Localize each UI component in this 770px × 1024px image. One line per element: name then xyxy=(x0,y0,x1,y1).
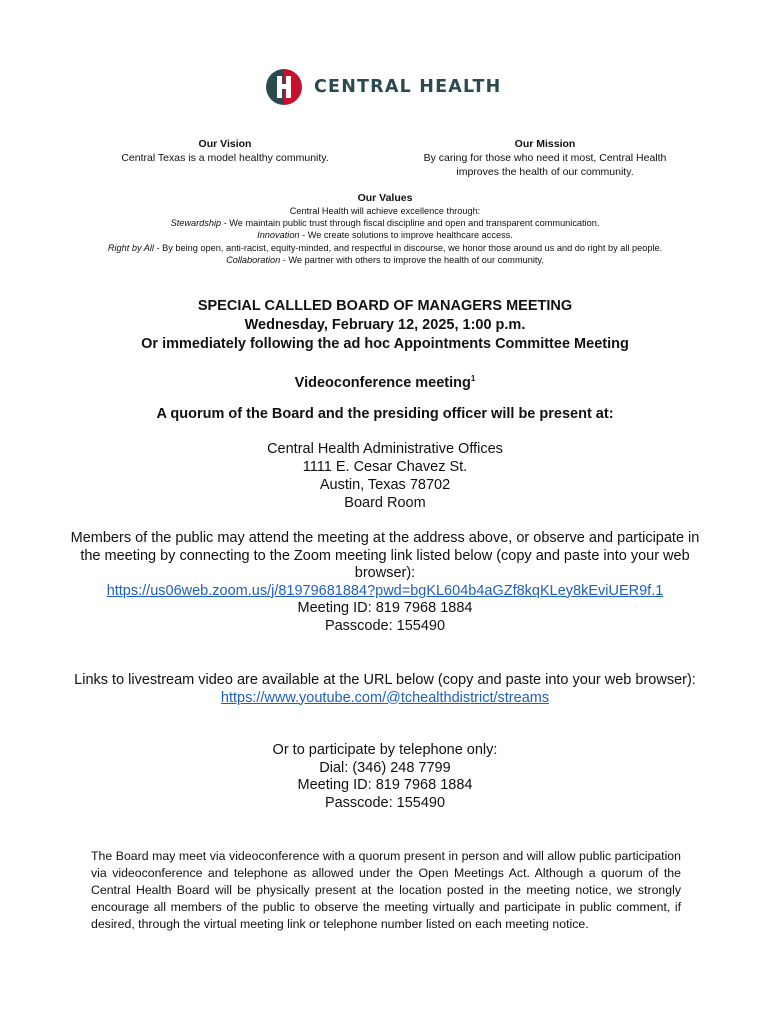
value-term: Stewardship xyxy=(170,218,222,229)
central-health-h-icon xyxy=(264,67,304,107)
value-item-innovation xyxy=(40,229,730,241)
quorum-statement: A quorum of the Board and the presiding officer will be present at: xyxy=(156,406,614,422)
zoom-meeting-id: Meeting ID: 819 7968 1884 xyxy=(297,600,473,617)
vision-text: Central Texas is a model healthy community. xyxy=(121,152,329,164)
value-text: - We maintain public trust through fiscal discipline and open and transparent communication. xyxy=(221,218,600,229)
mission-heading: Our Mission xyxy=(514,138,576,150)
value-text: - We partner with others to improve the health of our community. xyxy=(280,254,544,265)
footnote-mark: 1 xyxy=(470,374,476,383)
logo-text: CENTRAL HEALTH xyxy=(314,77,502,97)
address-line: 1111 E. Cesar Chavez St. xyxy=(302,459,468,475)
value-term: Right by All xyxy=(107,242,154,253)
value-item-collaboration xyxy=(40,254,730,266)
videoconference-text: Videoconference meeting xyxy=(294,375,471,391)
central-health-logo xyxy=(264,66,501,108)
value-text: - We create solutions to improve healthcare access. xyxy=(299,230,513,241)
livestream-link[interactable]: https://www.youtube.com/@tchealthdistrict/streams xyxy=(220,689,550,706)
value-text: - By being open, anti-racist, equity-minded, and respectful in discourse, we honor those around us and do right by all people. xyxy=(153,242,663,253)
vision-section xyxy=(95,137,355,165)
address-line: Austin, Texas 78702 xyxy=(319,477,451,493)
meeting-title-block xyxy=(40,297,730,354)
livestream-section xyxy=(60,672,710,707)
zoom-link[interactable]: https://us06web.zoom.us/j/81979681884?pwd=bgKL604b4aGZf8kqKLey8kEviUER9f.1 xyxy=(106,582,664,599)
address-line: Central Health Administrative Offices xyxy=(267,441,503,457)
telephone-meeting-id: Meeting ID: 819 7968 1884 xyxy=(297,777,473,794)
telephone-passcode: Passcode: 155490 xyxy=(324,794,446,811)
mission-section xyxy=(405,137,685,179)
public-access-text: Members of the public may attend the meeting at the address above, or observe and participate in the meeting by connecting to the Zoom meeting link listed below (copy and paste into your web browser): xyxy=(70,530,700,582)
public-access-section xyxy=(60,530,710,636)
values-section xyxy=(40,191,730,266)
meeting-date: Wednesday, February 12, 2025, 1:00 p.m. xyxy=(244,317,526,333)
meeting-following: Or immediately following the ad hoc Appointments Committee Meeting xyxy=(141,336,629,352)
telephone-dial: Dial: (346) 248 7799 xyxy=(319,759,451,776)
value-term: Collaboration xyxy=(226,254,281,265)
videoconference-heading xyxy=(40,369,730,393)
values-intro: Central Health will achieve excellence through: xyxy=(289,206,481,216)
telephone-section xyxy=(40,742,730,812)
values-heading: Our Values xyxy=(357,192,413,204)
value-item-stewardship xyxy=(40,217,730,229)
vision-heading: Our Vision xyxy=(198,138,252,150)
value-term: Innovation xyxy=(257,230,300,241)
meeting-address xyxy=(40,440,730,512)
meeting-title: SPECIAL CALLLED BOARD OF MANAGERS MEETING xyxy=(197,298,573,314)
open-meetings-notice: The Board may meet via videoconference with a quorum present in person and will allow public participation via videoconference and telephone as allowed under the Open Meetings Act. Although a quorum of the Central Health Board will be physically present at the location posted in the meeting notice, we strongly encourage all members of the public to observe the meeting virtually and participate in public comment, if desired, through the virtual meeting link or telephone number listed on each meeting notice. xyxy=(91,849,681,931)
zoom-passcode: Passcode: 155490 xyxy=(324,617,446,634)
telephone-intro: Or to participate by telephone only: xyxy=(272,742,498,758)
address-line: Board Room xyxy=(344,495,426,511)
livestream-text: Links to livestream video are available at the URL below (copy and paste into your web browser): xyxy=(74,672,696,688)
mission-text: By caring for those who need it most, Central Health improves the health of our community. xyxy=(423,152,667,178)
value-item-right-by-all xyxy=(40,242,730,254)
